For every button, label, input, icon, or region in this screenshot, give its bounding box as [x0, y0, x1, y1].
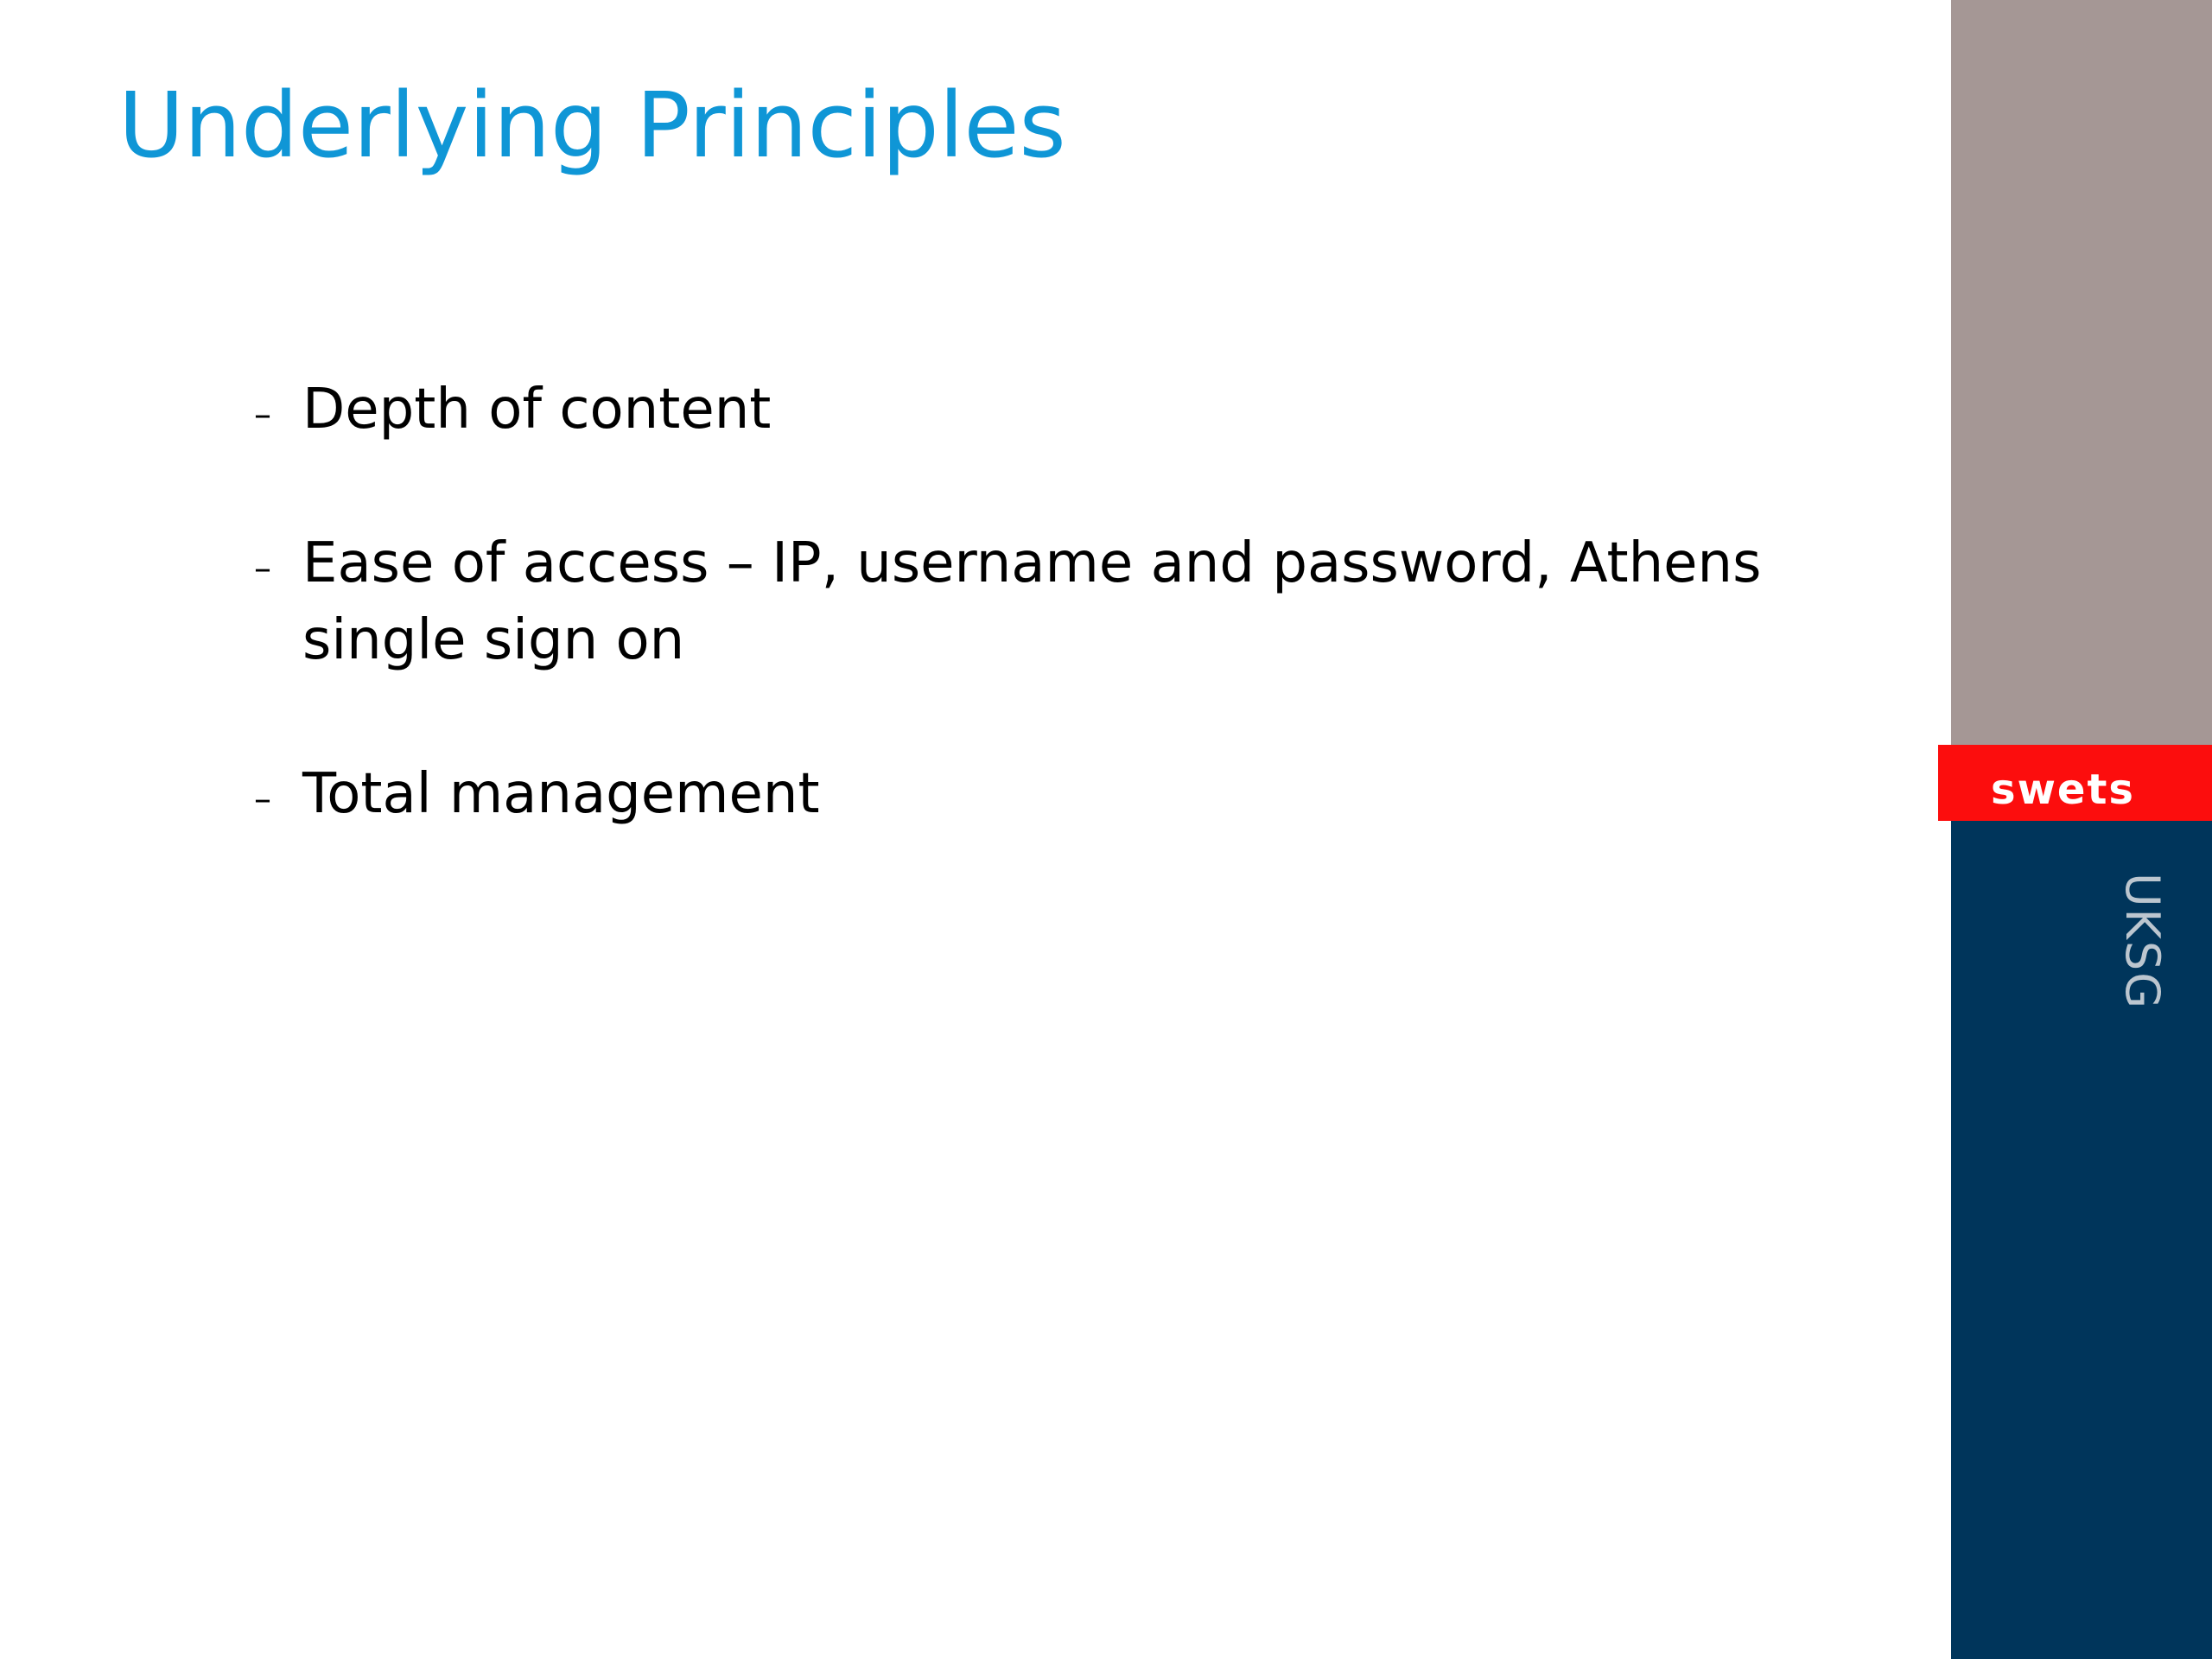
bullet-list	[251, 372, 1806, 910]
slide-title: Underlying Principles	[118, 73, 1066, 178]
bullet-item	[251, 372, 1806, 448]
bullet-item	[251, 525, 1806, 679]
bullet-text: Ease of access – IP, username and password, Athens single sign on	[302, 531, 1762, 672]
swets-logo	[1938, 745, 2212, 821]
dash-bullet-icon: –	[254, 549, 271, 588]
dash-bullet-icon: –	[254, 395, 271, 435]
bullet-text: Depth of content	[302, 378, 772, 442]
dash-bullet-icon: –	[254, 779, 271, 819]
bullet-text: Total management	[302, 762, 820, 826]
vertical-event-label: UKSG	[2115, 873, 2170, 1011]
brand-logo-text: swets	[1991, 766, 2135, 814]
bullet-item	[251, 756, 1806, 833]
sidebar-band	[1951, 0, 2212, 1659]
sidebar-navy-panel	[1951, 821, 2212, 1659]
sidebar-taupe-panel	[1951, 0, 2212, 745]
